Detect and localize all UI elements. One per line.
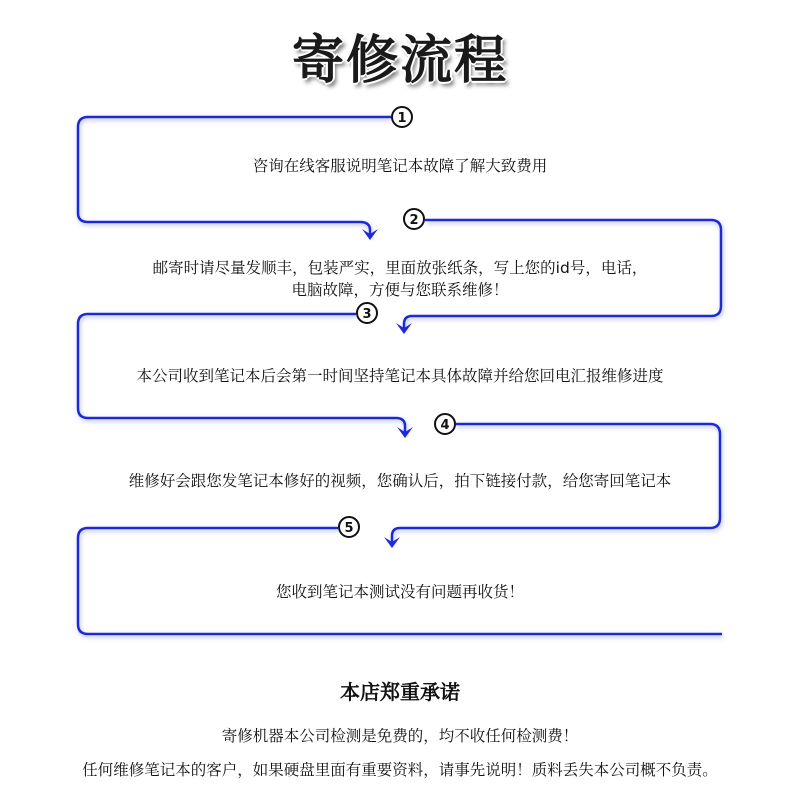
step-3-text: 本公司收到笔记本后会第一时间坚持笔记本具体故障并给您回电汇报维修进度 xyxy=(136,367,664,385)
step-badge-1 xyxy=(392,107,412,127)
step-badge-4 xyxy=(435,414,455,434)
step-badge-2 xyxy=(404,209,424,229)
step-number-4: 4 xyxy=(440,418,450,433)
step-1-text: 咨询在线客服说明笔记本故障了解大致费用 xyxy=(252,157,548,175)
step-badge-5 xyxy=(339,517,359,537)
step-2-text: 邮寄时请尽量发顺丰，包装严实，里面放张纸条，写上您的id号，电话， xyxy=(152,259,648,277)
step-number-2: 2 xyxy=(409,213,419,228)
step-2-text-line2: 电脑故障，方便与您联系维修！ xyxy=(291,281,509,299)
promise-title: 本店郑重承诺 xyxy=(340,680,460,704)
step-badge-3 xyxy=(357,303,377,323)
step-number-1: 1 xyxy=(397,111,407,126)
promise-line-2: 任何维修笔记本的客户，如果硬盘里面有重要资料，请事先说明！质料丢失本公司概不负责。 xyxy=(82,761,718,779)
step-number-5: 5 xyxy=(344,521,354,536)
page-title: 寄修流程 xyxy=(291,31,508,91)
promise-line-1: 寄修机器本公司检测是免费的，均不收任何检测费！ xyxy=(221,727,579,745)
step-number-3: 3 xyxy=(362,307,372,322)
step-4-text: 维修好会跟您发笔记本修好的视频，您确认后，拍下链接付款，给您寄回笔记本 xyxy=(128,472,672,490)
step-5-text: 您收到笔记本测试没有问题再收货！ xyxy=(275,583,524,601)
